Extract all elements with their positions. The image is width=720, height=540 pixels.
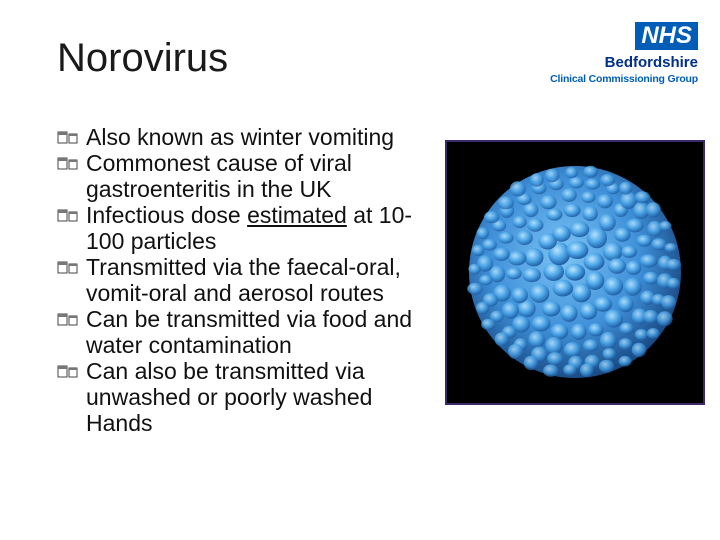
capsid-protrusion xyxy=(643,310,658,324)
capsid-protrusion xyxy=(583,206,598,221)
capsid-protrusion xyxy=(545,337,562,355)
capsid-protrusion xyxy=(657,311,673,326)
capsid-protrusion xyxy=(603,348,616,360)
capsid-protrusion xyxy=(659,221,671,231)
capsid-protrusion xyxy=(508,251,527,266)
capsid-protrusion xyxy=(584,166,598,178)
capsid-protrusion xyxy=(553,280,573,297)
capsid-protrusion xyxy=(484,211,499,223)
capsid-protrusion xyxy=(516,230,533,245)
capsid-protrusion xyxy=(608,258,626,273)
capsid-protrusion xyxy=(477,227,489,239)
capsid-protrusion xyxy=(619,323,633,335)
capsid-protrusion xyxy=(543,263,564,281)
capsid-protrusion xyxy=(621,246,637,258)
capsid-protrusion xyxy=(543,364,558,376)
capsid-protrusion xyxy=(472,245,484,256)
capsid-protrusion xyxy=(530,173,544,187)
box-bullet-icon xyxy=(57,365,79,379)
capsid-protrusion xyxy=(626,261,642,275)
capsid-protrusion xyxy=(600,332,617,349)
capsid-protrusion xyxy=(540,195,557,209)
capsid-protrusion xyxy=(599,214,616,231)
capsid-protrusion xyxy=(565,264,585,281)
bullet-item xyxy=(57,202,427,254)
capsid-protrusion xyxy=(467,283,482,295)
slide-title: Norovirus xyxy=(57,36,229,80)
box-bullet-icon xyxy=(57,157,79,171)
capsid-protrusion xyxy=(530,284,550,303)
capsid-protrusion xyxy=(565,167,578,178)
capsid-protrusion xyxy=(528,331,545,348)
capsid-protrusion xyxy=(626,219,644,233)
capsid-protrusion xyxy=(498,232,513,244)
capsid-protrusion xyxy=(498,196,514,209)
bullet-text-underlined: estimated xyxy=(247,202,347,228)
capsid-protrusion xyxy=(667,278,680,289)
capsid-protrusion xyxy=(604,277,624,296)
capsid-protrusion xyxy=(600,174,615,186)
capsid-protrusion xyxy=(552,225,571,241)
bullet-text: Also known as winter vomiting xyxy=(86,124,395,150)
bullet-list xyxy=(57,124,427,436)
capsid-protrusion xyxy=(510,181,526,196)
capsid-protrusion xyxy=(522,268,541,282)
capsid-protrusion xyxy=(545,169,560,183)
capsid-protrusion xyxy=(581,191,595,203)
capsid-protrusion xyxy=(646,202,661,217)
capsid-protrusion xyxy=(666,259,681,271)
capsid-protrusion xyxy=(647,328,660,339)
capsid-protrusion xyxy=(585,179,600,190)
capsid-protrusion xyxy=(523,203,538,218)
capsid-protrusion xyxy=(532,316,551,332)
capsid-protrusion xyxy=(635,191,651,203)
capsid-protrusion xyxy=(570,222,590,238)
capsid-protrusion xyxy=(632,343,647,357)
capsid-protrusion xyxy=(524,248,543,266)
capsid-protrusion xyxy=(597,194,613,208)
capsid-protrusion xyxy=(564,204,581,217)
capsid-protrusion xyxy=(571,324,587,340)
capsid-protrusion xyxy=(561,304,578,322)
logo-organisation-name: Bedfordshire xyxy=(604,54,698,71)
capsid-protrusion xyxy=(479,275,492,286)
capsid-protrusion xyxy=(546,209,562,221)
capsid-protrusion xyxy=(647,221,662,237)
capsid-protrusion xyxy=(482,239,497,251)
capsid-protrusion xyxy=(643,272,659,285)
bullet-text: at 10-100 particles xyxy=(86,202,413,254)
capsid-protrusion xyxy=(580,363,594,377)
box-bullet-icon xyxy=(57,131,79,145)
capsid-protrusion xyxy=(603,242,623,261)
box-bullet-icon xyxy=(57,313,79,327)
bullet-text: Can also be transmitted via unwashed or poorly washed Hands xyxy=(86,358,373,436)
capsid-protrusion xyxy=(587,227,607,248)
bullet-item xyxy=(57,358,427,436)
capsid-protrusion xyxy=(619,356,632,367)
capsid-protrusion xyxy=(583,339,598,351)
capsid-protrusion xyxy=(665,243,677,252)
capsid-protrusion xyxy=(619,182,632,195)
bullet-text: Transmitted via the faecal-oral, vomit-oral and aerosol routes xyxy=(86,254,401,306)
capsid-protrusion xyxy=(599,360,614,373)
bullet-text: Can be transmitted via food and water contamination xyxy=(86,306,413,358)
capsid-protrusion xyxy=(495,332,509,346)
norovirus-particle-illustration xyxy=(447,142,703,403)
capsid-protrusion xyxy=(640,254,658,267)
capsid-protrusion xyxy=(512,287,528,303)
box-bullet-icon xyxy=(57,261,79,275)
capsid-protrusion xyxy=(584,253,605,271)
box-bullet-icon xyxy=(57,209,79,223)
capsid-protrusion xyxy=(572,283,591,302)
nhs-badge: NHS xyxy=(635,22,698,50)
capsid-protrusion xyxy=(506,268,522,280)
capsid-protrusion xyxy=(508,344,524,359)
capsid-protrusion xyxy=(481,319,495,330)
nhs-logo xyxy=(518,22,698,86)
capsid-protrusion xyxy=(493,248,510,261)
capsid-protrusion xyxy=(569,177,584,189)
capsid-protrusion xyxy=(524,356,539,370)
capsid-protrusion xyxy=(580,303,597,320)
capsid-protrusion xyxy=(547,352,563,365)
capsid-protrusion xyxy=(566,241,588,259)
bullet-text: Commonest cause of viral gastroenteritis in the UK xyxy=(86,150,352,202)
bullet-item xyxy=(57,150,427,202)
bullet-item xyxy=(57,306,427,358)
capsid-protrusion xyxy=(624,278,642,296)
capsid-protrusion xyxy=(651,238,667,250)
logo-organisation-subtitle: Clinical Commissioning Group xyxy=(550,73,698,85)
capsid-protrusion xyxy=(542,301,561,316)
norovirus-image xyxy=(445,140,705,405)
capsid-protrusion xyxy=(563,364,577,375)
capsid-protrusion xyxy=(564,342,582,357)
capsid-protrusion xyxy=(527,218,543,232)
capsid-protrusion xyxy=(588,323,603,336)
capsid-protrusion xyxy=(661,295,676,309)
capsid-protrusion xyxy=(561,188,577,202)
bullet-item xyxy=(57,124,427,150)
capsid-protrusion xyxy=(513,216,527,228)
capsid-protrusion xyxy=(502,302,519,319)
capsid-protrusion xyxy=(635,329,648,340)
capsid-protrusion xyxy=(618,296,634,312)
capsid-protrusion xyxy=(468,264,480,275)
capsid-protrusion xyxy=(619,338,633,350)
capsid-protrusion xyxy=(604,309,623,327)
bullet-item xyxy=(57,254,427,306)
capsid-protrusion xyxy=(476,302,489,315)
bullet-text: Infectious dose xyxy=(86,202,248,228)
capsid-protrusion xyxy=(636,235,652,247)
